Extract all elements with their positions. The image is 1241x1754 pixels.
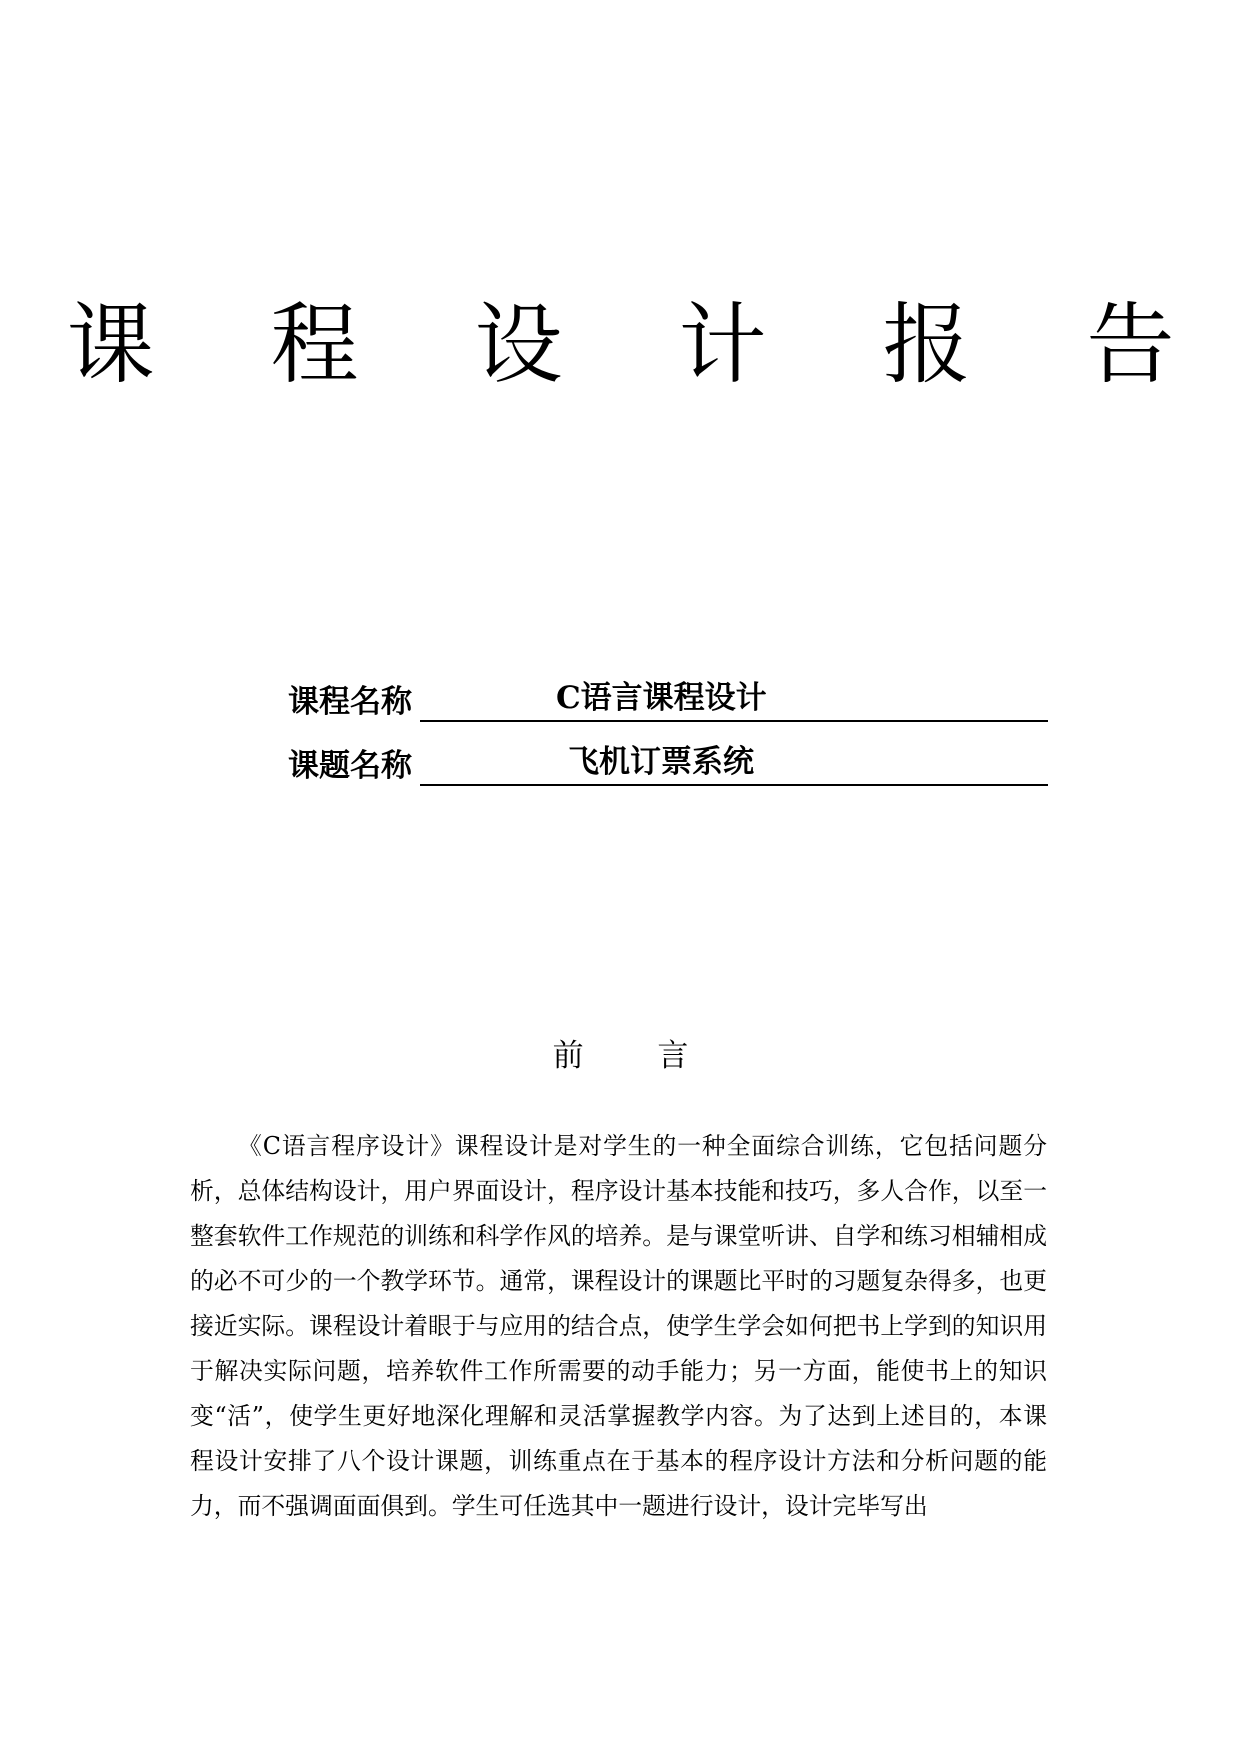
course-name-value: C语言课程设计 bbox=[420, 678, 1048, 722]
report-title: 课 程 设 计 报 告 bbox=[66, 293, 1219, 396]
course-name-row bbox=[288, 676, 1048, 722]
topic-name-label: 课题名称 bbox=[288, 748, 412, 784]
course-name-label: 课程名称 bbox=[288, 684, 412, 720]
topic-name-row bbox=[288, 740, 1048, 786]
preface-paragraph: 《C语言程序设计》课程设计是对学生的一种全面综合训练，它包括问题分析，总体结构设计，用户界面设计，程序设计基本技能和技巧，多人合作，以至一整套软件工作规范的训练和科学作风的培养。是与课堂听讲、自学和练习相辅相成的必不可少的一个教学环节。通常，课程设计的课题比平时的习题复杂得多，也更接近实际。课程设计着眼于与应用的结合点，使学生学会如何把书上学到的知识用于解决实际问题，培养软件工作所需要的动手能力；另一方面，能使书上的知识变“活”，使学生更好地深化理解和灵活掌握教学内容。为了达到上述目的，本课程设计安排了八个设计课题，训练重点在于基本的程序设计方法和分析问题的能力，而不强调面面俱到。学生可任选其中一题进行设计，设计完毕写出 bbox=[190, 1132, 1047, 1520]
topic-name-value: 飞机订票系统 bbox=[420, 742, 1048, 786]
preface-heading: 前 言 bbox=[552, 1038, 721, 1074]
